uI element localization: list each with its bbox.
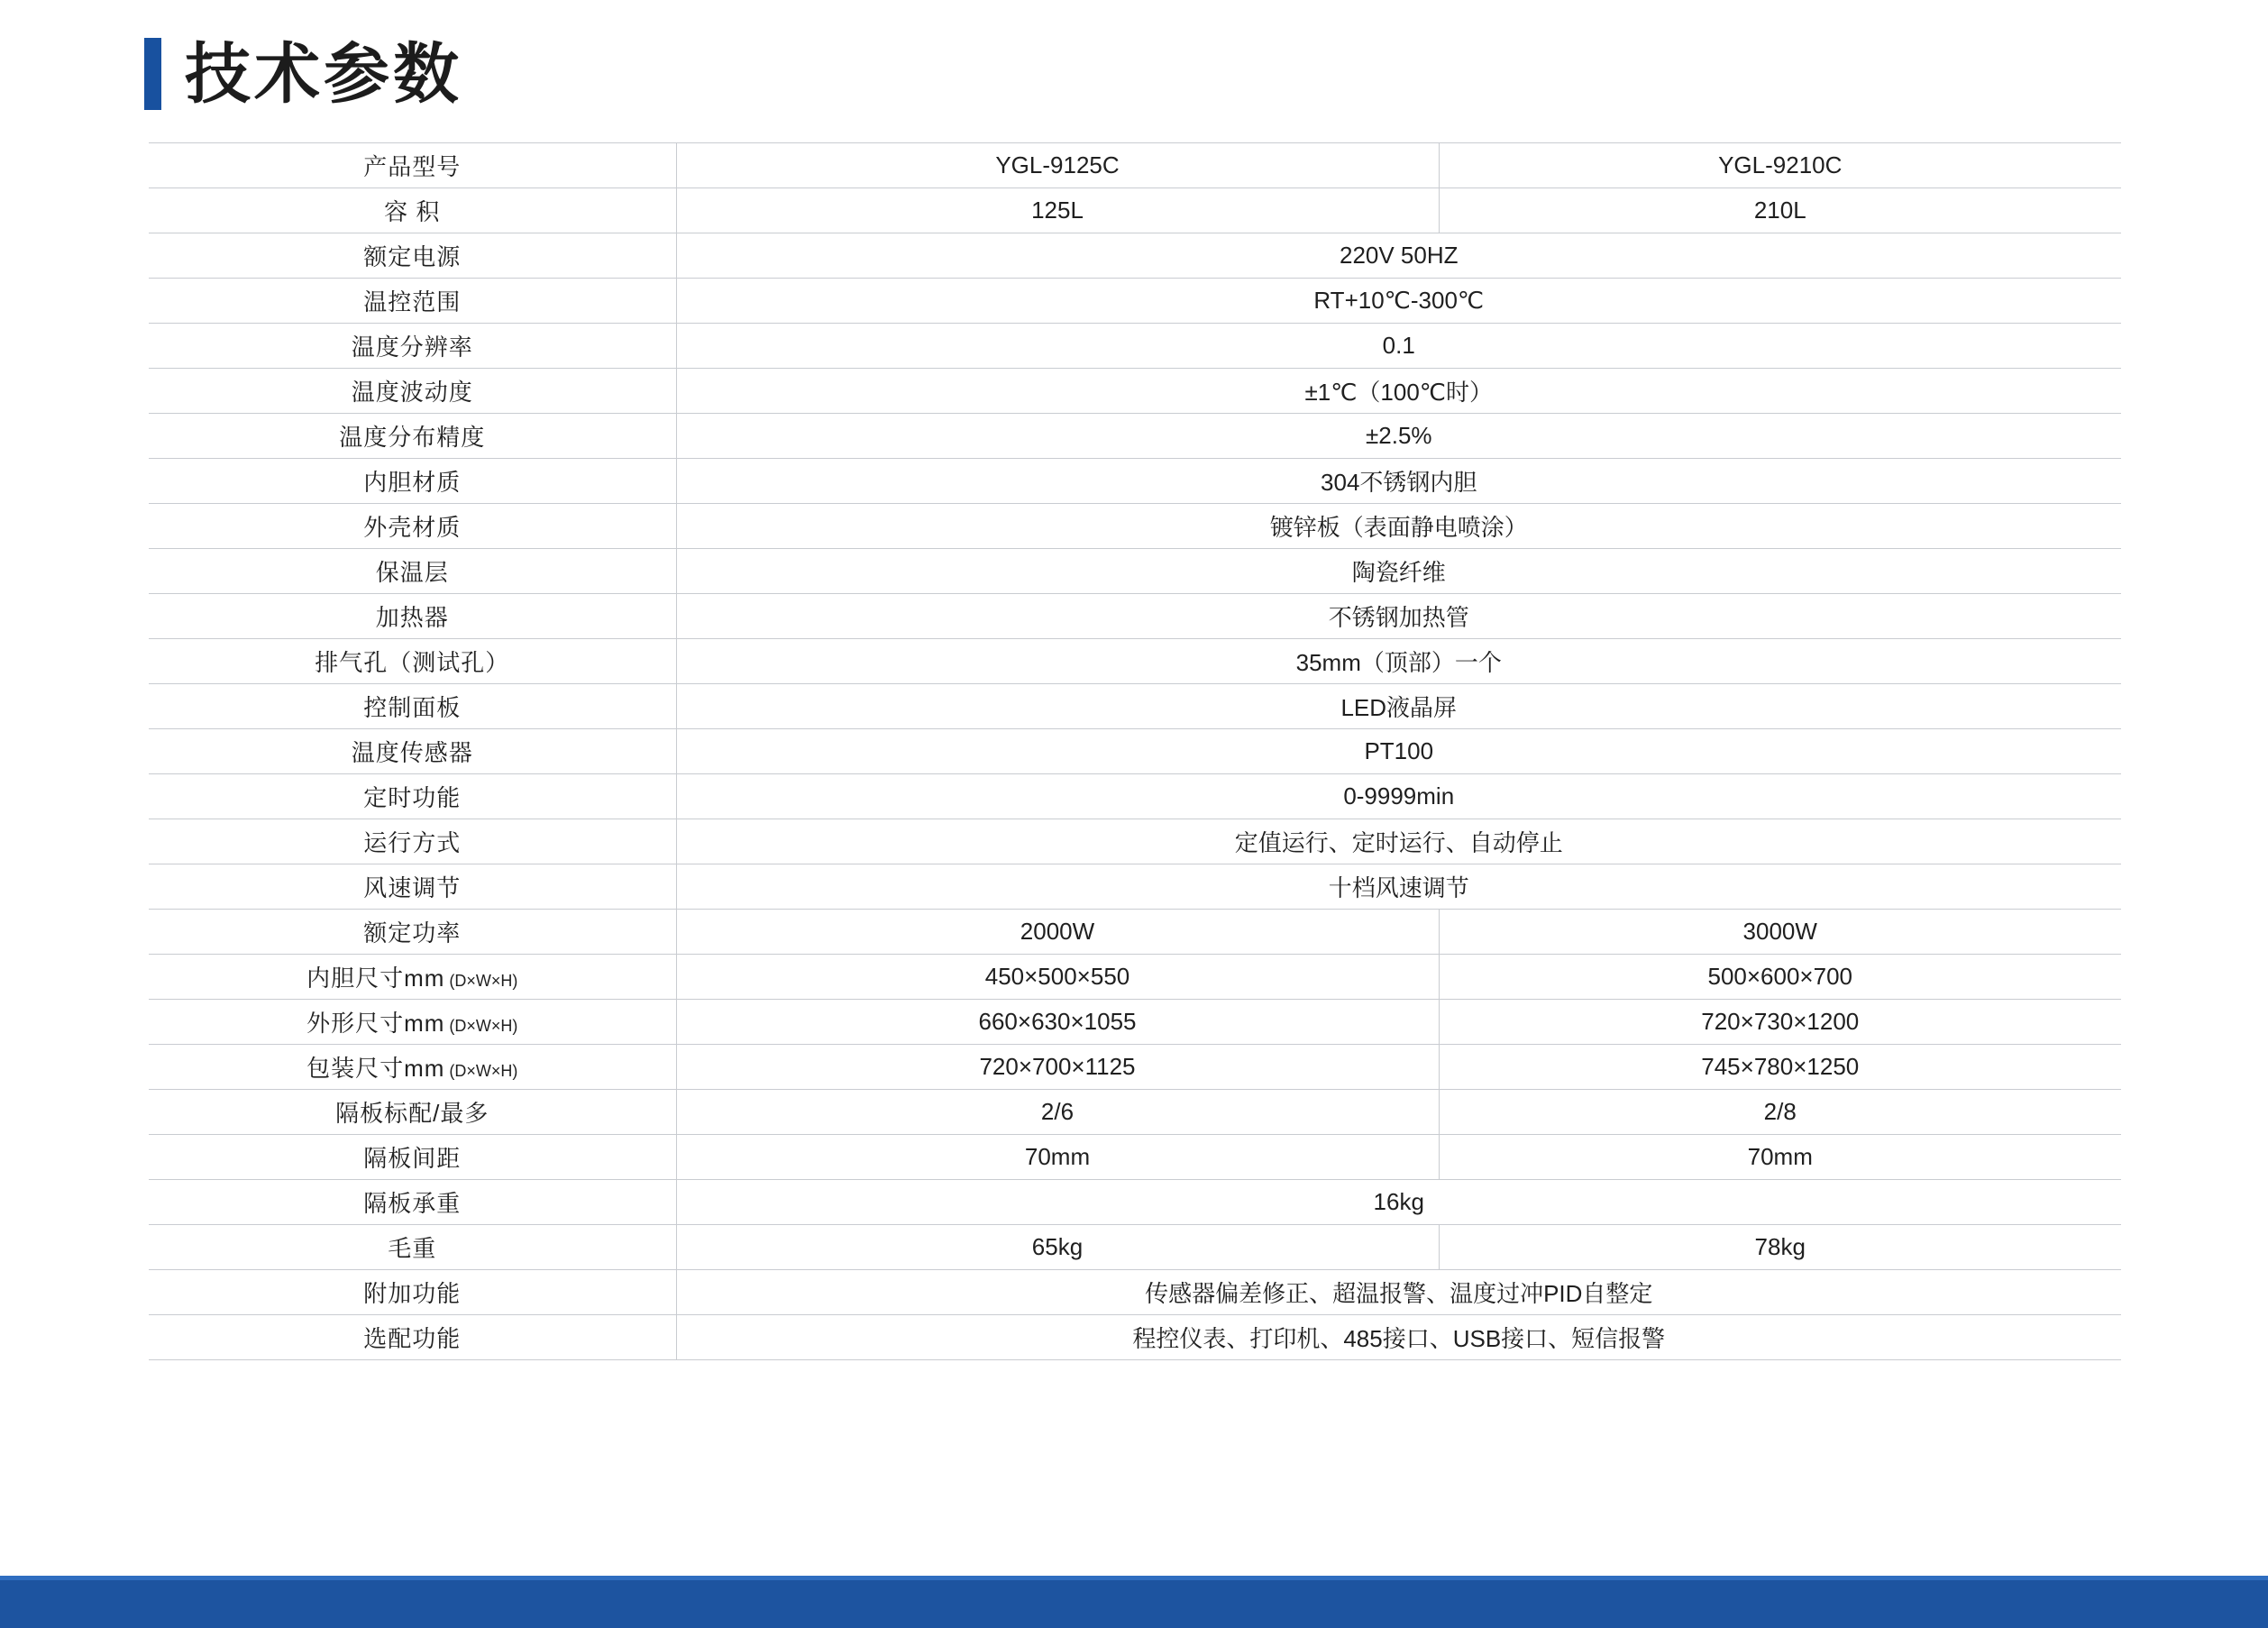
row-label: 容 积 xyxy=(149,188,676,233)
row-value-shared: LED液晶屏 xyxy=(676,684,2121,729)
table-row-model xyxy=(149,143,2121,188)
model-a-value: YGL-9125C xyxy=(676,143,1439,188)
row-value-model-a: 125L xyxy=(676,188,1439,233)
row-value-shared: 定值运行、定时运行、自动停止 xyxy=(676,819,2121,864)
row-label: 温控范围 xyxy=(149,279,676,324)
table-row xyxy=(149,684,2121,729)
table-row xyxy=(149,324,2121,369)
table-row xyxy=(149,864,2121,910)
table-row xyxy=(149,774,2121,819)
row-label: 包装尺寸mm (D×W×H) xyxy=(149,1045,676,1090)
row-value-shared: ±2.5% xyxy=(676,414,2121,459)
row-value-model-a: 450×500×550 xyxy=(676,955,1439,1000)
row-value-shared: 十档风速调节 xyxy=(676,864,2121,910)
row-label: 额定电源 xyxy=(149,233,676,279)
row-label: 温度分辨率 xyxy=(149,324,676,369)
row-value-model-b: 210L xyxy=(1439,188,2121,233)
row-label: 温度传感器 xyxy=(149,729,676,774)
row-label: 温度分布精度 xyxy=(149,414,676,459)
table-row xyxy=(149,1315,2121,1360)
row-label: 加热器 xyxy=(149,594,676,639)
row-label: 毛重 xyxy=(149,1225,676,1270)
specifications-table xyxy=(149,142,2121,1360)
table-row xyxy=(149,729,2121,774)
table-row xyxy=(149,279,2121,324)
row-value-shared: 0-9999min xyxy=(676,774,2121,819)
row-value-shared: 陶瓷纤维 xyxy=(676,549,2121,594)
row-value-shared: 传感器偏差修正、超温报警、温度过冲PID自整定 xyxy=(676,1270,2121,1315)
row-value-shared: RT+10℃-300℃ xyxy=(676,279,2121,324)
table-row xyxy=(149,639,2121,684)
row-label: 定时功能 xyxy=(149,774,676,819)
table-row xyxy=(149,1135,2121,1180)
row-label: 内胆材质 xyxy=(149,459,676,504)
row-value-shared: 0.1 xyxy=(676,324,2121,369)
row-label: 外壳材质 xyxy=(149,504,676,549)
table-row xyxy=(149,233,2121,279)
row-label-sub: (D×W×H) xyxy=(444,972,518,990)
table-row xyxy=(149,369,2121,414)
row-value-model-a: 2/6 xyxy=(676,1090,1439,1135)
page-title-text: 技术参数 xyxy=(185,37,462,111)
row-value-shared: 220V 50HZ xyxy=(676,233,2121,279)
table-row xyxy=(149,414,2121,459)
row-label: 内胆尺寸mm (D×W×H) xyxy=(149,955,676,1000)
page-title xyxy=(144,38,462,110)
row-value-model-b: 78kg xyxy=(1439,1225,2121,1270)
row-label: 风速调节 xyxy=(149,864,676,910)
row-value-shared: 16kg xyxy=(676,1180,2121,1225)
table-row xyxy=(149,1090,2121,1135)
table-row xyxy=(149,1270,2121,1315)
row-value-model-a: 2000W xyxy=(676,910,1439,955)
title-accent-bar xyxy=(144,38,161,110)
row-label: 排气孔（测试孔） xyxy=(149,639,676,684)
row-label: 保温层 xyxy=(149,549,676,594)
row-value-model-a: 720×700×1125 xyxy=(676,1045,1439,1090)
table-row xyxy=(149,594,2121,639)
row-label: 外形尺寸mm (D×W×H) xyxy=(149,1000,676,1045)
row-value-model-b: 3000W xyxy=(1439,910,2121,955)
table-row xyxy=(149,1045,2121,1090)
model-b-value: YGL-9210C xyxy=(1439,143,2121,188)
spec-table-body xyxy=(149,143,2121,1360)
row-value-model-a: 660×630×1055 xyxy=(676,1000,1439,1045)
row-label: 选配功能 xyxy=(149,1315,676,1360)
row-value-model-b: 2/8 xyxy=(1439,1090,2121,1135)
table-row xyxy=(149,459,2121,504)
row-label: 附加功能 xyxy=(149,1270,676,1315)
row-label: 隔板标配/最多 xyxy=(149,1090,676,1135)
row-value-shared: 程控仪表、打印机、485接口、USB接口、短信报警 xyxy=(676,1315,2121,1360)
row-value-shared: PT100 xyxy=(676,729,2121,774)
row-value-model-a: 70mm xyxy=(676,1135,1439,1180)
row-value-model-b: 720×730×1200 xyxy=(1439,1000,2121,1045)
row-label: 额定功率 xyxy=(149,910,676,955)
table-row xyxy=(149,1180,2121,1225)
row-label: 控制面板 xyxy=(149,684,676,729)
row-label: 运行方式 xyxy=(149,819,676,864)
row-value-model-b: 500×600×700 xyxy=(1439,955,2121,1000)
table-row xyxy=(149,1225,2121,1270)
row-value-shared: ±1℃（100℃时） xyxy=(676,369,2121,414)
row-label-sub: (D×W×H) xyxy=(444,1017,518,1035)
table-row xyxy=(149,910,2121,955)
row-label: 温度波动度 xyxy=(149,369,676,414)
row-label: 产品型号 xyxy=(149,143,676,188)
row-label: 隔板承重 xyxy=(149,1180,676,1225)
table-row xyxy=(149,819,2121,864)
table-row xyxy=(149,955,2121,1000)
table-row xyxy=(149,1000,2121,1045)
table-row xyxy=(149,549,2121,594)
footer-stripe xyxy=(0,1576,2268,1580)
footer-bar xyxy=(0,1576,2268,1628)
table-row xyxy=(149,188,2121,233)
row-value-model-b: 745×780×1250 xyxy=(1439,1045,2121,1090)
row-value-shared: 304不锈钢内胆 xyxy=(676,459,2121,504)
table-row xyxy=(149,504,2121,549)
row-value-shared: 不锈钢加热管 xyxy=(676,594,2121,639)
row-label-sub: (D×W×H) xyxy=(444,1062,518,1080)
row-value-model-b: 70mm xyxy=(1439,1135,2121,1180)
row-value-shared: 35mm（顶部）一个 xyxy=(676,639,2121,684)
row-value-model-a: 65kg xyxy=(676,1225,1439,1270)
row-label: 隔板间距 xyxy=(149,1135,676,1180)
row-value-shared: 镀锌板（表面静电喷涂） xyxy=(676,504,2121,549)
